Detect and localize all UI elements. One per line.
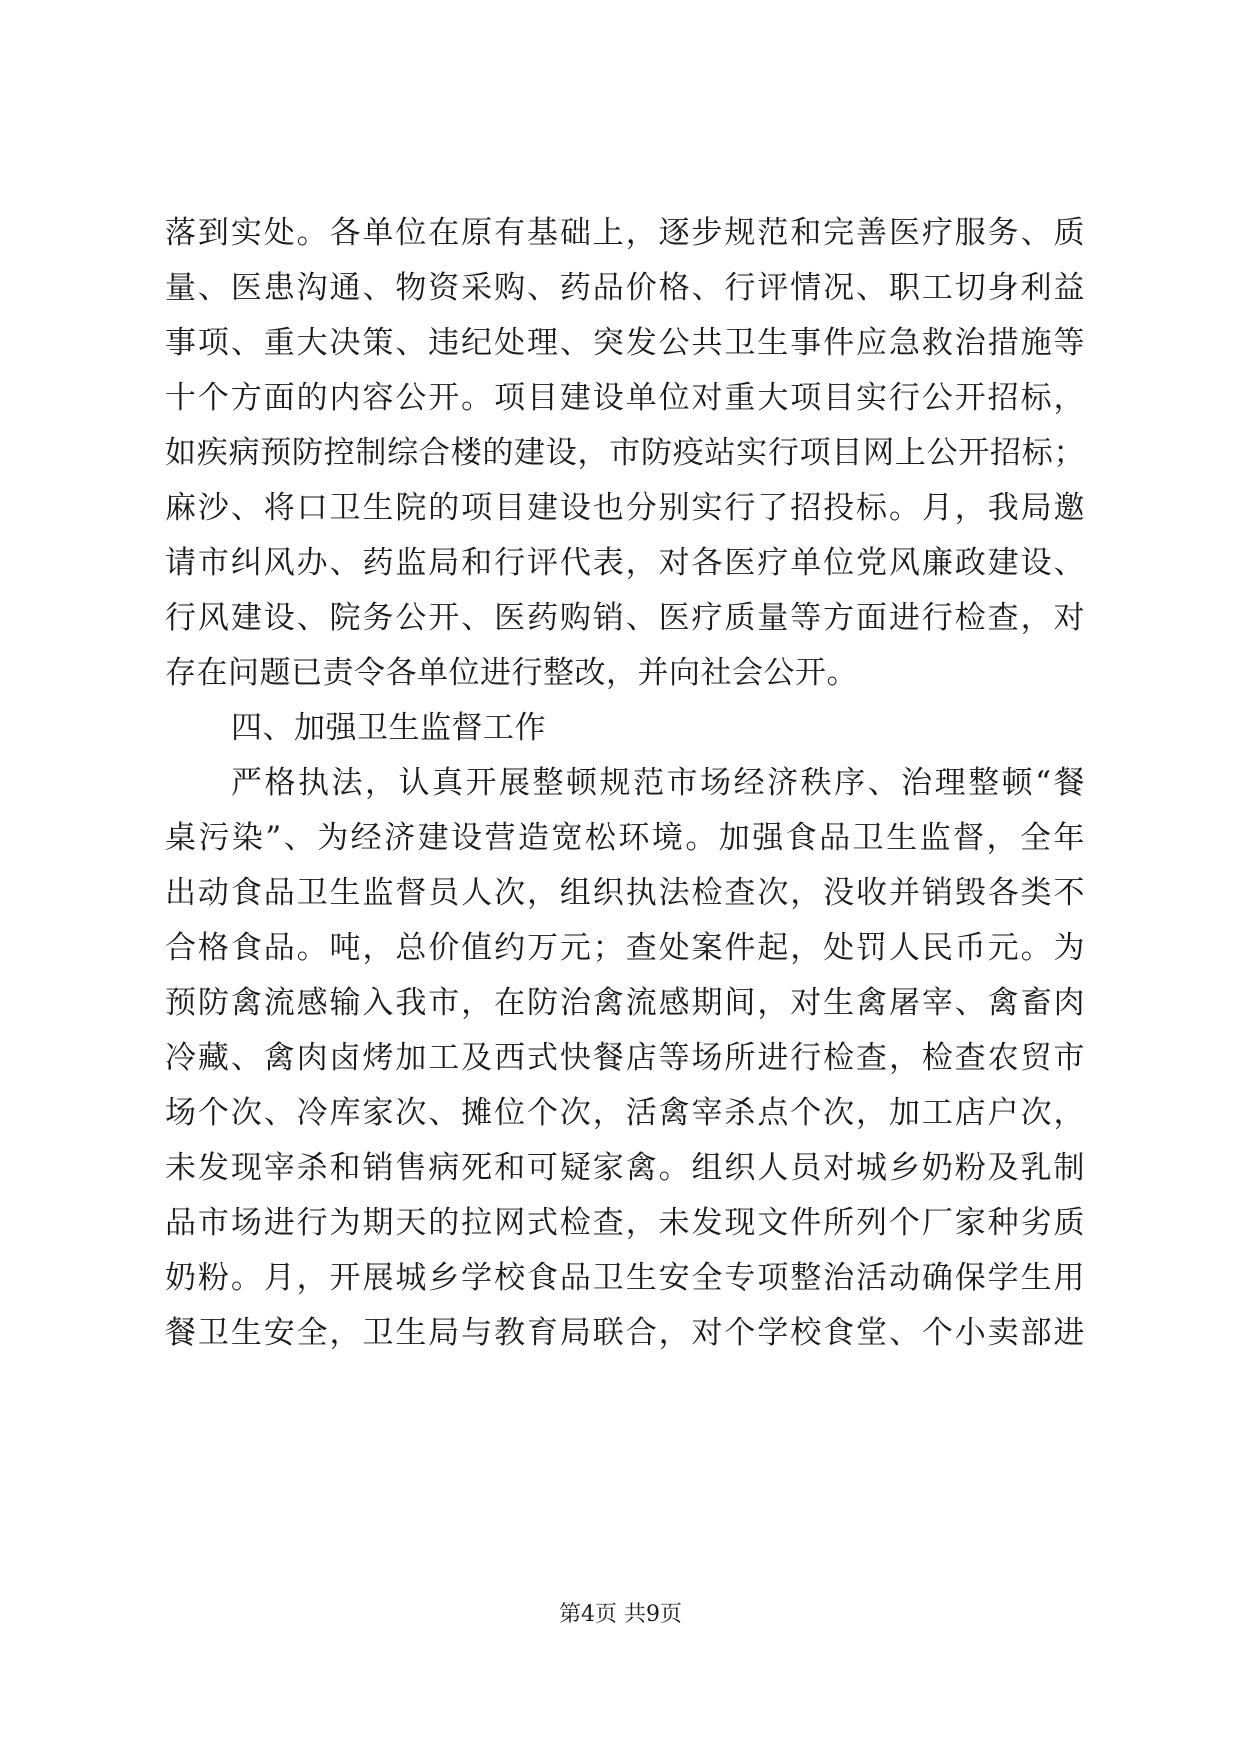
paragraph-line: 品市场进行为期天的拉网式检查，未发现文件所列个厂家种劣质 <box>165 1205 1085 1241</box>
paragraph-line: 如疾病预防控制综合楼的建设，市防疫站实行项目网上公开招标； <box>165 435 1085 471</box>
section-heading: 四、加强卫生监督工作 <box>231 710 546 746</box>
paragraph-line: 十个方面的内容公开。项目建设单位对重大项目实行公开招标， <box>165 380 1085 416</box>
paragraph-line: 预防禽流感输入我市，在防治禽流感期间，对生禽屠宰、禽畜肉 <box>165 985 1085 1021</box>
page-footer: 第4页 共9页 <box>559 1602 682 1627</box>
paragraph-line: 桌污染”、为经济建设营造宽松环境。加强食品卫生监督，全年 <box>165 820 1085 856</box>
paragraph-line: 场个次、冷库家次、摊位个次，活禽宰杀点个次，加工店户次， <box>165 1095 1085 1131</box>
paragraph-line: 出动食品卫生监督员人次，组织执法检查次，没收并销毁各类不 <box>165 875 1085 911</box>
paragraph-line: 请市纠风办、药监局和行评代表，对各医疗单位党风廉政建设、 <box>165 545 1085 581</box>
paragraph-line: 量、医患沟通、物资采购、药品价格、行评情况、职工切身利益 <box>165 270 1085 306</box>
paragraph-line: 存在问题已责令各单位进行整改，并向社会公开。 <box>165 655 858 691</box>
paragraph-line: 奶粉。月，开展城乡学校食品卫生安全专项整治活动确保学生用 <box>165 1260 1085 1296</box>
paragraph-line: 合格食品。吨，总价值约万元；查处案件起，处罚人民币元。为 <box>165 930 1085 966</box>
paragraph-line: 严格执法，认真开展整顿规范市场经济秩序、治理整顿“餐 <box>231 765 1085 801</box>
paragraph-line: 落到实处。各单位在原有基础上，逐步规范和完善医疗服务、质 <box>165 215 1085 251</box>
paragraph-line: 行风建设、院务公开、医药购销、医疗质量等方面进行检查，对 <box>165 600 1085 636</box>
paragraph-line: 冷藏、禽肉卤烤加工及西式快餐店等场所进行检查，检查农贸市 <box>165 1040 1085 1076</box>
paragraph-line: 餐卫生安全，卫生局与教育局联合，对个学校食堂、个小卖部进 <box>165 1315 1085 1351</box>
paragraph-line: 事项、重大决策、违纪处理、突发公共卫生事件应急救治措施等 <box>165 325 1085 361</box>
paragraph-line: 麻沙、将口卫生院的项目建设也分别实行了招投标。月，我局邀 <box>165 490 1085 526</box>
paragraph-line: 未发现宰杀和销售病死和可疑家禽。组织人员对城乡奶粉及乳制 <box>165 1150 1085 1186</box>
